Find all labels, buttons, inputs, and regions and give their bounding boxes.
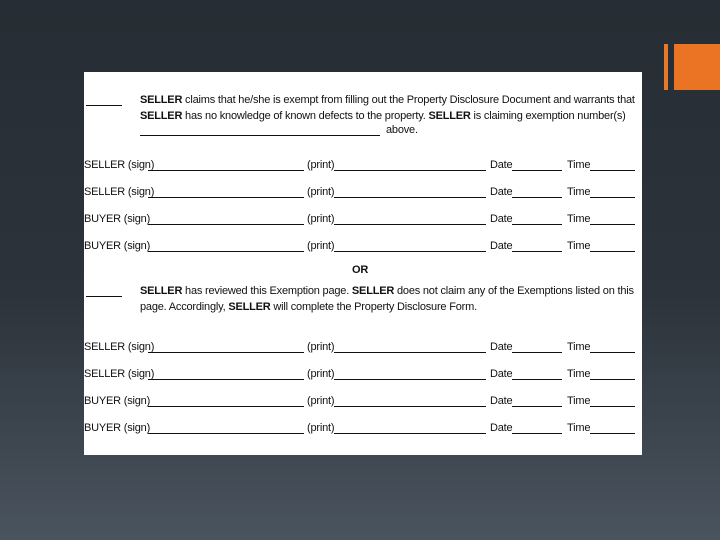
time-label: Time (567, 159, 591, 171)
signature-row (84, 186, 642, 200)
signature-row (84, 422, 642, 436)
disclosure-exemption-form (84, 72, 642, 455)
time-label: Time (567, 186, 591, 198)
date-line[interactable] (512, 224, 562, 225)
sign-line[interactable] (148, 197, 304, 198)
time-line[interactable] (590, 251, 635, 252)
print-label: (print) (307, 186, 335, 198)
role-label: SELLER (sign) (84, 368, 155, 380)
above-label: above. (386, 124, 418, 136)
seller-term: SELLER (228, 301, 271, 313)
time-label: Time (567, 240, 591, 252)
seller-term: SELLER (428, 110, 471, 122)
date-label: Date (490, 341, 513, 353)
sign-line[interactable] (148, 224, 304, 225)
print-line[interactable] (334, 224, 486, 225)
signature-row (84, 341, 642, 355)
accent-bar (664, 44, 668, 90)
print-line[interactable] (334, 352, 486, 353)
time-line[interactable] (590, 197, 635, 198)
exemption-claim-paragraph (140, 92, 638, 124)
time-label: Time (567, 395, 591, 407)
sign-line[interactable] (148, 379, 304, 380)
accent-box (674, 44, 720, 90)
date-label: Date (490, 368, 513, 380)
sign-line[interactable] (148, 406, 304, 407)
review-text-2: does not claim any of the Exemptions listed on this page. Accordingly, (140, 285, 634, 313)
print-line[interactable] (334, 251, 486, 252)
review-paragraph (140, 283, 638, 315)
print-label: (print) (307, 213, 335, 225)
time-line[interactable] (590, 170, 635, 171)
claim-text-3: is claiming exemption number(s) (470, 110, 626, 122)
seller-term: SELLER (140, 94, 183, 106)
date-label: Date (490, 240, 513, 252)
role-label: SELLER (sign) (84, 159, 155, 171)
initials-line-1[interactable] (86, 105, 122, 106)
date-line[interactable] (512, 379, 562, 380)
time-label: Time (567, 368, 591, 380)
time-label: Time (567, 422, 591, 434)
sign-line[interactable] (148, 433, 304, 434)
exemption-number-line[interactable] (140, 135, 380, 136)
sign-line[interactable] (148, 251, 304, 252)
seller-term: SELLER (140, 285, 183, 297)
review-text-1: has reviewed this Exemption page. (182, 285, 352, 297)
time-line[interactable] (590, 224, 635, 225)
print-label: (print) (307, 240, 335, 252)
date-line[interactable] (512, 406, 562, 407)
date-line[interactable] (512, 352, 562, 353)
role-label: SELLER (sign) (84, 186, 155, 198)
date-line[interactable] (512, 197, 562, 198)
date-label: Date (490, 186, 513, 198)
signature-row (84, 368, 642, 382)
role-label: BUYER (sign) (84, 422, 151, 434)
time-line[interactable] (590, 406, 635, 407)
time-line[interactable] (590, 433, 635, 434)
or-divider: OR (352, 264, 369, 276)
time-line[interactable] (590, 352, 635, 353)
date-line[interactable] (512, 170, 562, 171)
date-label: Date (490, 422, 513, 434)
claim-text-2: has no knowledge of known defects to the property. (182, 110, 429, 122)
seller-term: SELLER (351, 285, 395, 297)
role-label: SELLER (sign) (84, 341, 155, 353)
signature-row (84, 213, 642, 227)
seller-term: SELLER (140, 110, 183, 122)
signature-row (84, 395, 642, 409)
print-label: (print) (307, 395, 335, 407)
sign-line[interactable] (148, 170, 304, 171)
print-line[interactable] (334, 379, 486, 380)
date-label: Date (490, 159, 513, 171)
print-label: (print) (307, 159, 335, 171)
date-line[interactable] (512, 433, 562, 434)
print-label: (print) (307, 341, 335, 353)
time-line[interactable] (590, 379, 635, 380)
signature-row (84, 159, 642, 173)
print-line[interactable] (334, 406, 486, 407)
print-line[interactable] (334, 433, 486, 434)
review-text-3: will complete the Property Disclosure Form. (270, 301, 477, 313)
print-label: (print) (307, 368, 335, 380)
print-label: (print) (307, 422, 335, 434)
print-line[interactable] (334, 197, 486, 198)
date-line[interactable] (512, 251, 562, 252)
time-label: Time (567, 341, 591, 353)
sign-line[interactable] (148, 352, 304, 353)
role-label: BUYER (sign) (84, 240, 151, 252)
role-label: BUYER (sign) (84, 213, 151, 225)
claim-text-1: claims that he/she is exempt from filling out the Property Disclosure Document and warrants that (182, 94, 635, 106)
date-label: Date (490, 213, 513, 225)
signature-row (84, 240, 642, 254)
initials-line-2[interactable] (86, 296, 122, 297)
date-label: Date (490, 395, 513, 407)
role-label: BUYER (sign) (84, 395, 151, 407)
print-line[interactable] (334, 170, 486, 171)
time-label: Time (567, 213, 591, 225)
